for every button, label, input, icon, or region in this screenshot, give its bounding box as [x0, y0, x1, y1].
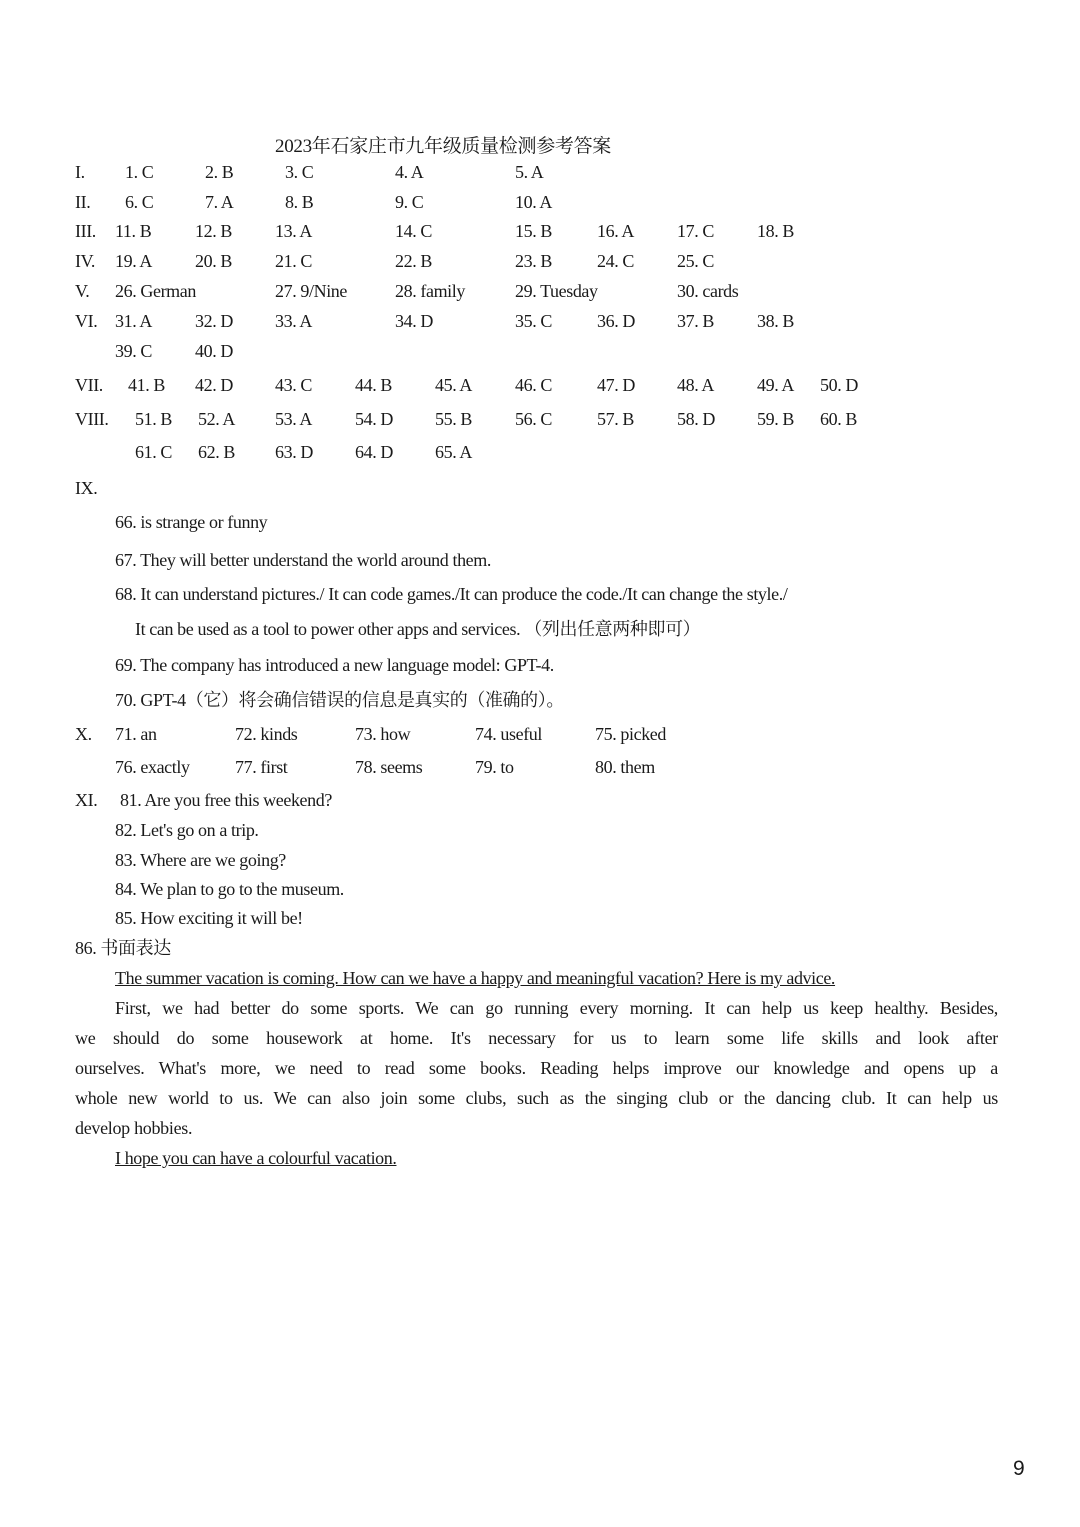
answer-item: 16. A: [597, 221, 635, 241]
essay-line: we should do some housework at home. It's necessary for us to learn some life skills and look after: [75, 1028, 998, 1048]
answer-line: 70. GPT-4（它）将会确信错误的信息是真实的（准确的）。: [115, 690, 564, 710]
answer-item: 12. B: [195, 221, 233, 241]
answer-item: 35. C: [515, 311, 553, 331]
answer-item: 10. A: [515, 192, 553, 212]
answer-item: 8. B: [285, 192, 314, 212]
page-number: 9: [1013, 1457, 1025, 1480]
answer-item: 80. them: [595, 757, 655, 777]
answer-line: 85. How exciting it will be!: [115, 908, 303, 928]
answer-item: 46. C: [515, 375, 553, 395]
section-label: I.: [75, 162, 85, 182]
answer-item: 79. to: [475, 757, 514, 777]
answer-item: 48. A: [677, 375, 715, 395]
answer-item: 15. B: [515, 221, 553, 241]
essay-line: whole new world to us. We can also join some clubs, such as the singing club or the dancing club. It can help us: [75, 1088, 998, 1108]
section-label: VI.: [75, 311, 98, 331]
answer-item: 63. D: [275, 442, 313, 462]
answer-item: 9. C: [395, 192, 424, 212]
section-label: IX.: [75, 478, 98, 498]
section-label: IV.: [75, 251, 95, 271]
answer-item: 49. A: [757, 375, 795, 395]
answer-item: 44. B: [355, 375, 393, 395]
answer-item: 1. C: [125, 162, 154, 182]
answer-line: 66. is strange or funny: [115, 512, 268, 532]
answer-item: 17. C: [677, 221, 715, 241]
answer-item: 43. C: [275, 375, 313, 395]
answer-line: 83. Where are we going?: [115, 850, 286, 870]
writing-intro: The summer vacation is coming. How can we have a happy and meaningful vacation? Here is my advice.: [115, 968, 836, 988]
answer-item: 56. C: [515, 409, 553, 429]
answer-item: 13. A: [275, 221, 313, 241]
answer-item: 50. D: [820, 375, 858, 395]
answer-item: 62. B: [198, 442, 236, 462]
answer-item: 18. B: [757, 221, 795, 241]
answer-item: 65. A: [435, 442, 473, 462]
answer-item: 3. C: [285, 162, 314, 182]
answer-item: 64. D: [355, 442, 393, 462]
answer-item: 6. C: [125, 192, 154, 212]
answer-item: 26. German: [115, 281, 196, 301]
answer-item: 58. D: [677, 409, 715, 429]
answer-item: 14. C: [395, 221, 433, 241]
answer-item: 31. A: [115, 311, 153, 331]
answer-item: 21. C: [275, 251, 313, 271]
answer-item: 4. A: [395, 162, 424, 182]
answer-item: 74. useful: [475, 724, 542, 744]
answer-item: 78. seems: [355, 757, 423, 777]
answer-item: 34. D: [395, 311, 433, 331]
answer-item: 60. B: [820, 409, 858, 429]
section-label: III.: [75, 221, 96, 241]
answer-item: 47. D: [597, 375, 635, 395]
answer-item: 39. C: [115, 341, 153, 361]
section-label: II.: [75, 192, 91, 212]
answer-line: It can be used as a tool to power other apps and services. （列出任意两种即可）: [135, 619, 701, 639]
answer-line: 84. We plan to go to the museum.: [115, 879, 344, 899]
answer-item: 20. B: [195, 251, 233, 271]
essay-line: ourselves. What's more, we need to read some books. Reading helps improve our knowledge and opens up a: [75, 1058, 998, 1078]
answer-item: 22. B: [395, 251, 433, 271]
answer-item: 71. an: [115, 724, 157, 744]
answer-item: 24. C: [597, 251, 635, 271]
answer-item: 76. exactly: [115, 757, 190, 777]
answer-item: 19. A: [115, 251, 153, 271]
answer-item: 25. C: [677, 251, 715, 271]
writing-heading: 86. 书面表达: [75, 938, 171, 958]
answer-item: 51. B: [135, 409, 173, 429]
section-label: XI.: [75, 790, 98, 810]
answer-item: 73. how: [355, 724, 411, 744]
answer-item: 57. B: [597, 409, 635, 429]
answer-item: 29. Tuesday: [515, 281, 598, 301]
answer-item: 28. family: [395, 281, 465, 301]
answer-item: 75. picked: [595, 724, 666, 744]
section-label: VIII.: [75, 409, 109, 429]
essay-line: develop hobbies.: [75, 1118, 193, 1138]
answer-item: 11. B: [115, 221, 152, 241]
answer-item: 32. D: [195, 311, 233, 331]
answer-line: 68. It can understand pictures./ It can code games./It can produce the code./It can change the style./: [115, 584, 788, 604]
answer-line: 67. They will better understand the world around them.: [115, 550, 491, 570]
section-label: V.: [75, 281, 90, 301]
answer-item: 38. B: [757, 311, 795, 331]
answer-item: 2. B: [205, 162, 234, 182]
section-label: VII.: [75, 375, 103, 395]
answer-item: 61. C: [135, 442, 173, 462]
answer-line: 69. The company has introduced a new language model: GPT-4.: [115, 655, 554, 675]
answer-item: 40. D: [195, 341, 233, 361]
answer-line: 82. Let's go on a trip.: [115, 820, 259, 840]
answer-item: 5. A: [515, 162, 544, 182]
answer-item: 45. A: [435, 375, 473, 395]
answer-item: 30. cards: [677, 281, 739, 301]
answer-item: 7. A: [205, 192, 234, 212]
answer-line: 81. Are you free this weekend?: [120, 790, 332, 810]
answer-item: 59. B: [757, 409, 795, 429]
answer-item: 52. A: [198, 409, 236, 429]
answer-item: 55. B: [435, 409, 473, 429]
answer-item: 72. kinds: [235, 724, 298, 744]
answer-item: 42. D: [195, 375, 233, 395]
answer-item: 41. B: [128, 375, 166, 395]
answer-item: 36. D: [597, 311, 635, 331]
answer-item: 23. B: [515, 251, 553, 271]
answer-item: 33. A: [275, 311, 313, 331]
writing-closing: I hope you can have a colourful vacation.: [115, 1148, 397, 1168]
page-title: 2023年石家庄市九年级质量检测参考答案: [275, 136, 612, 157]
essay-line: First, we had better do some sports. We can go running every morning. It can help us keep healthy. Besides,: [115, 998, 998, 1018]
answer-item: 37. B: [677, 311, 715, 331]
answer-item: 27. 9/Nine: [275, 281, 347, 301]
section-label: X.: [75, 724, 92, 744]
answer-item: 77. first: [235, 757, 288, 777]
answer-item: 53. A: [275, 409, 313, 429]
answer-item: 54. D: [355, 409, 393, 429]
